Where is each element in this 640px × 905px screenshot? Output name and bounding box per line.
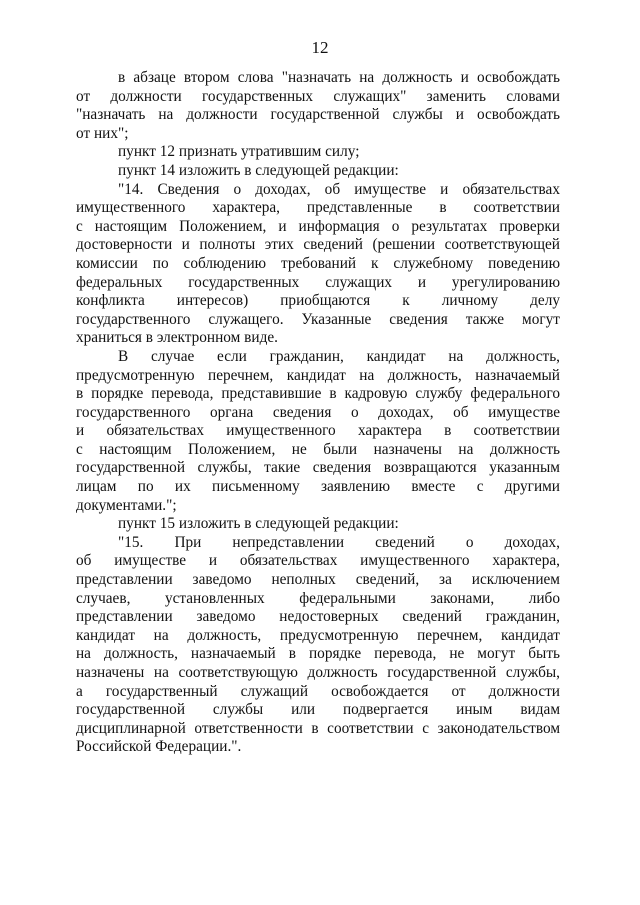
- text-line: представлении заведомо недостоверных сведений гражданин,: [76, 608, 560, 626]
- text-line: кандидат на должность, предусмотренную перечнем, кандидат: [76, 626, 560, 644]
- text-line: в порядке перевода, представившие в кадровую службу федерального: [76, 385, 560, 403]
- text-line: имущественного характера, представленные в соответствии: [76, 199, 560, 217]
- text-line: в абзаце втором слова "назначать на должность и освобождать: [118, 69, 560, 86]
- text-line: пункт 15 изложить в следующей редакции:: [118, 515, 399, 533]
- text-line: на должность, назначаемый в порядке перевода, не могут быть: [76, 645, 560, 663]
- text-line: Российской Федерации.".: [76, 738, 242, 756]
- text-line: государственной службы, такие сведения возвращаются указанным: [76, 459, 560, 477]
- text-line: назначены на соответствующую должность государственной службы,: [76, 664, 560, 681]
- text-line: от должности государственных служащих" заменить словами: [76, 87, 560, 105]
- text-line: государственной службы или подвергается иным видам: [76, 701, 560, 719]
- text-line: комиссии по соблюдению требований к служебному поведению: [76, 254, 560, 272]
- text-line: с настоящим Положением, и информация о результатах проверки: [76, 217, 560, 235]
- text-line: представлении заведомо неполных сведений, за исключением: [76, 571, 560, 589]
- text-line: государственного служащего. Указанные сведения также могут: [76, 310, 560, 328]
- page-number: 12: [311, 38, 329, 57]
- text-line: от них";: [76, 124, 129, 142]
- text-line: федеральных государственных служащих и урегулированию: [76, 273, 560, 291]
- text-line: лицам по их письменному заявлению вместе с другими: [76, 478, 560, 496]
- text-line: конфликта интересов) приобщаются к личному делу: [76, 292, 560, 310]
- text-line: достоверности и полноты этих сведений (решении соответствующей: [76, 236, 560, 254]
- document-body: [76, 69, 560, 757]
- text-line: а государственный служащий освобождается от должности: [76, 682, 560, 700]
- text-line: документами.";: [76, 496, 177, 514]
- text-line: государственного органа сведения о доходах, об имуществе: [76, 403, 560, 421]
- text-line: с настоящим Положением, не были назначены на должность: [76, 440, 560, 458]
- text-line: об имуществе и обязательствах имущественного характера,: [76, 552, 560, 570]
- text-line: пункт 12 признать утратившим силу;: [118, 143, 360, 161]
- text-line: храниться в электронном виде.: [76, 329, 278, 347]
- text-line: "назначать на должности государственной службы и освобождать: [76, 106, 560, 124]
- text-line: "15. При непредставлении сведений о доходах,: [118, 533, 560, 551]
- text-line: В случае если гражданин, кандидат на должность,: [118, 347, 560, 365]
- text-line: случаев, установленных федеральными законами, либо: [76, 589, 560, 607]
- text-line: дисциплинарной ответственности в соответствии с законодательством: [76, 719, 560, 737]
- text-line: и обязательствах имущественного характера в соответствии: [76, 422, 560, 440]
- text-line: "14. Сведения о доходах, об имуществе и обязательствах: [118, 180, 560, 198]
- text-line: пункт 14 изложить в следующей редакции:: [118, 161, 399, 179]
- text-line: предусмотренную перечнем, кандидат на должность, назначаемый: [76, 366, 560, 384]
